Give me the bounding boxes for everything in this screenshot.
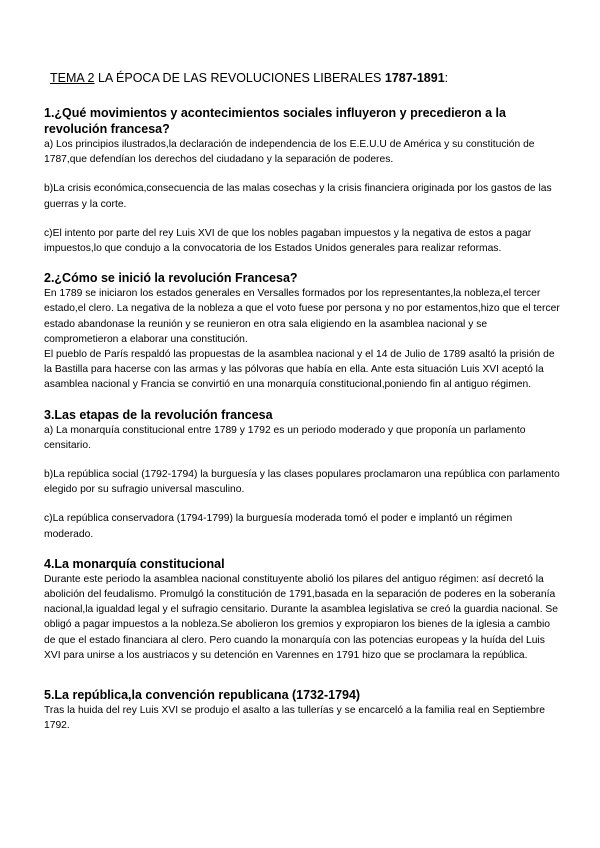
title-years: 1787-1891 <box>384 71 445 85</box>
section-heading: 4.La monarquía constitucional <box>44 556 225 571</box>
paragraph: En 1789 se iniciaron los estados generales en Versalles formados por los representantes,la nobleza,el tercer estado,el clero. La negativa de la nobleza a que el voto fuese por persona y no por estamentos,hizo que el tercer estado abandonase la reunión y se reunieron en otra sala eligiendo en la asamblea nacional y se comprometieron a elaborar una constitución. <box>44 288 560 345</box>
section-heading: 2.¿Cómo se inició la revolución Francesa? <box>44 271 298 286</box>
title-tema: TEMA 2 <box>50 71 95 85</box>
section-heading: 1.¿Qué movimientos y acontecimientos sociales influyeron y precedieron a la revolución francesa? <box>44 106 506 136</box>
paragraph: b)La crisis económica,consecuencia de las malas cosechas y la crisis financiera originada por los gastos de las guerras y la corte. <box>44 183 552 210</box>
title-text: LA ÉPOCA DE LAS REVOLUCIONES LIBERALES <box>94 71 385 85</box>
paragraph: c)La república conservadora (1794-1799) la burguesía moderada tomó el poder e implantó un régimen moderado. <box>44 513 513 540</box>
section-4 <box>44 556 564 663</box>
section-heading: 5.La república,la convención republicana (1732-1794) <box>44 688 361 703</box>
paragraph: a) La monarquía constitucional entre 1789 y 1792 es un periodo moderado y que proponía un parlamento censitario. <box>44 424 526 451</box>
paragraph: El pueblo de París respaldó las propuestas de la asamblea nacional y el 14 de Julio de 1789 asaltó la prisión de la Bastilla para hacerse con las armas y las pólvoras que había en ella. Ante esta situación Luis XVI aceptó la asamblea nacional y Francia se convirtió en una monarquía constitucional,poniendo fin al antiguo régimen. <box>44 349 555 391</box>
document-page <box>44 70 564 733</box>
section-heading: 3.Las etapas de la revolución francesa <box>44 407 273 422</box>
title-colon: : <box>444 71 449 85</box>
paragraph: a) Los principios ilustrados,la declaración de independencia de los E.E.U.U de América y su constitución de 1787,que defendían los derechos del ciudadano y la separación de poderes. <box>44 139 535 166</box>
paragraph: Durante este periodo la asamblea nacional constituyente abolió los pilares del antiguo régimen: así decretó la abolición del feudalismo. Promulgó la constitución de 1791,basada en la separación de poderes en la soberanía nacional,la igualdad legal y el sufragio censitario. Durante la asamblea legislativa se creó la guardia nacional. Se obligó a pagar impuestos a la nobleza.Se abolieron los gremios y expropiaron los bienes de la iglesia a cambio de que el estado financiara al clero. Pero cuando la monarquía con las potencias europeas y la huída del Luis XVI para unirse a los austriacos y su detención en Varennes en 1791 hizo que se proclamara la república. <box>44 573 559 661</box>
section-5 <box>44 687 564 733</box>
section-3 <box>44 407 564 542</box>
document-title <box>50 70 564 86</box>
section-2 <box>44 270 564 392</box>
paragraph: Tras la huida del rey Luis XVI se produjo el asalto a las tullerías y se encarceló a la familia real en Septiembre 1792. <box>44 705 545 732</box>
section-1 <box>44 105 564 256</box>
paragraph: c)El intento por parte del rey Luis XVI de que los nobles pagaban impuestos y la negativa de estos a pagar impuestos,lo que condujo a la convocatoria de los Estados Unidos generales para realizar reformas. <box>44 227 532 255</box>
paragraph: b)La república social (1792-1794) la burguesía y las clases populares proclamaron una república con parlamento elegido por su sufragio universal masculino. <box>44 469 560 496</box>
